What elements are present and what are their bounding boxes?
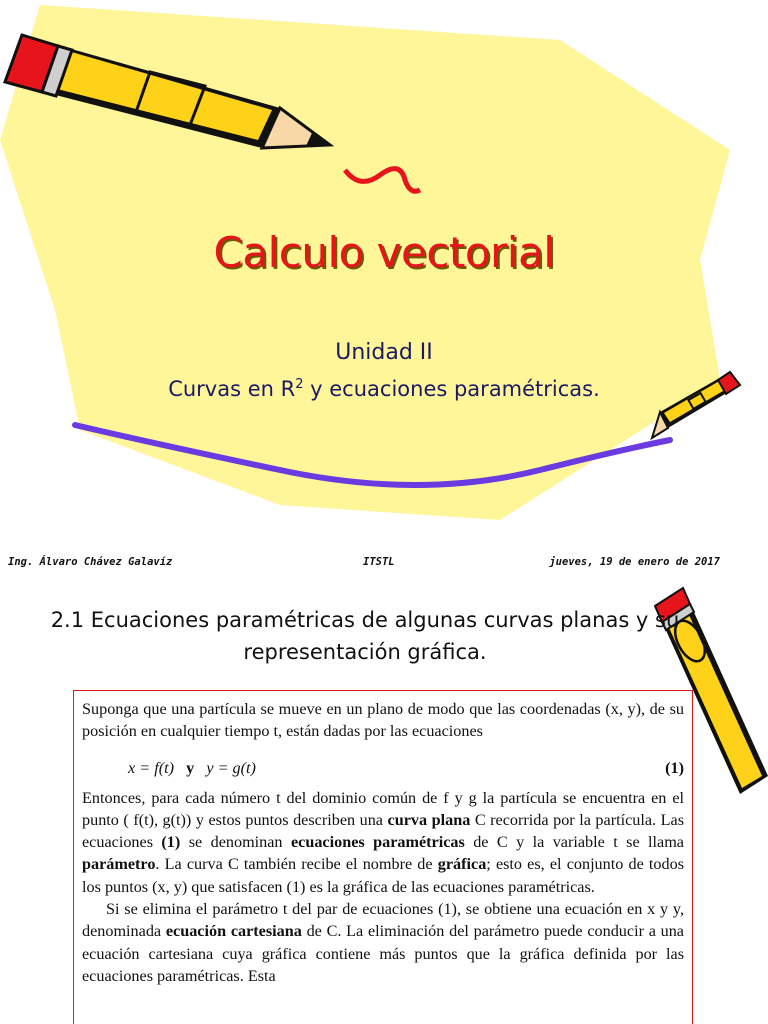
section-title: 2.1 Ecuaciones paramétricas de algunas curvas planas y su representación gráfica. — [50, 608, 680, 664]
unit-label: Unidad II — [335, 340, 433, 365]
term-grafica: gráfica — [437, 855, 487, 874]
paragraph-intro: Suponga que una partícula se mueve en un plano de modo que las coordenadas (x, y), de su posición en cualquier tiempo t, están dadas por las ecuaciones — [82, 700, 684, 741]
text-run: de C. La eliminación del parámetro puede conducir a una ecuación cartesiana cuya gráfica contiene más puntos que la gráfica definida por las ecuaciones paramétricas. Esta — [82, 922, 684, 985]
text-run: ; esto es, el conjunto de todos los puntos (x, y) que satisfacen (1) es la gráfica de las ecuaciones paramétricas. — [82, 855, 685, 896]
equation-ref: (1) — [161, 833, 181, 852]
text-run: Si se elimina el parámetro t del par de ecuaciones (1), se obtiene una ecuación en x y y, denominada — [82, 900, 684, 941]
content-slide — [0, 576, 768, 1024]
subtitle-text-end: y ecuaciones paramétricas. — [303, 377, 600, 401]
term-parametro: parámetro — [82, 855, 156, 874]
text-run: Entonces, para cada número t del dominio común de f y g la partícula se encuentra en el punto ( f(t), g(t)) y estos puntos describen una — [82, 788, 684, 829]
paragraph-definitions — [82, 787, 684, 898]
textbook-excerpt — [73, 690, 693, 1024]
equation-left: x = f(t) — [128, 758, 174, 777]
term-ecuacion-cartesiana: ecuación cartesiana — [165, 922, 302, 941]
footer-author: Ing. Álvaro Chávez Galavíz — [8, 556, 173, 568]
paragraph-elimination — [82, 898, 684, 987]
text-run: C recorrida por la partícula. Las ecuaciones — [82, 810, 684, 852]
text-run: de C y la variable t se llama — [464, 833, 684, 852]
text-run: se denominan — [180, 833, 291, 852]
equation-expression — [128, 757, 256, 779]
subtitle-superscript: 2 — [295, 377, 304, 392]
footer-date: jueves, 19 de enero de 2017 — [549, 556, 720, 568]
text-run: . La curva C también recibe el nombre de — [155, 855, 438, 874]
subtitle-text-start: Curvas en R — [168, 377, 296, 401]
equation-right: y = g(t) — [206, 758, 256, 777]
equation-number: (1) — [665, 758, 684, 777]
equation-connector: y — [186, 758, 195, 777]
slide-title: Calculo vectorial — [213, 228, 555, 277]
term-curva-plana: curva plana — [387, 810, 471, 829]
term-ecuaciones-parametricas: ecuaciones paramétricas — [290, 833, 465, 852]
equation-1 — [82, 749, 684, 787]
footer-institution: ITSTL — [363, 556, 395, 568]
slide-subtitle — [0, 377, 768, 401]
